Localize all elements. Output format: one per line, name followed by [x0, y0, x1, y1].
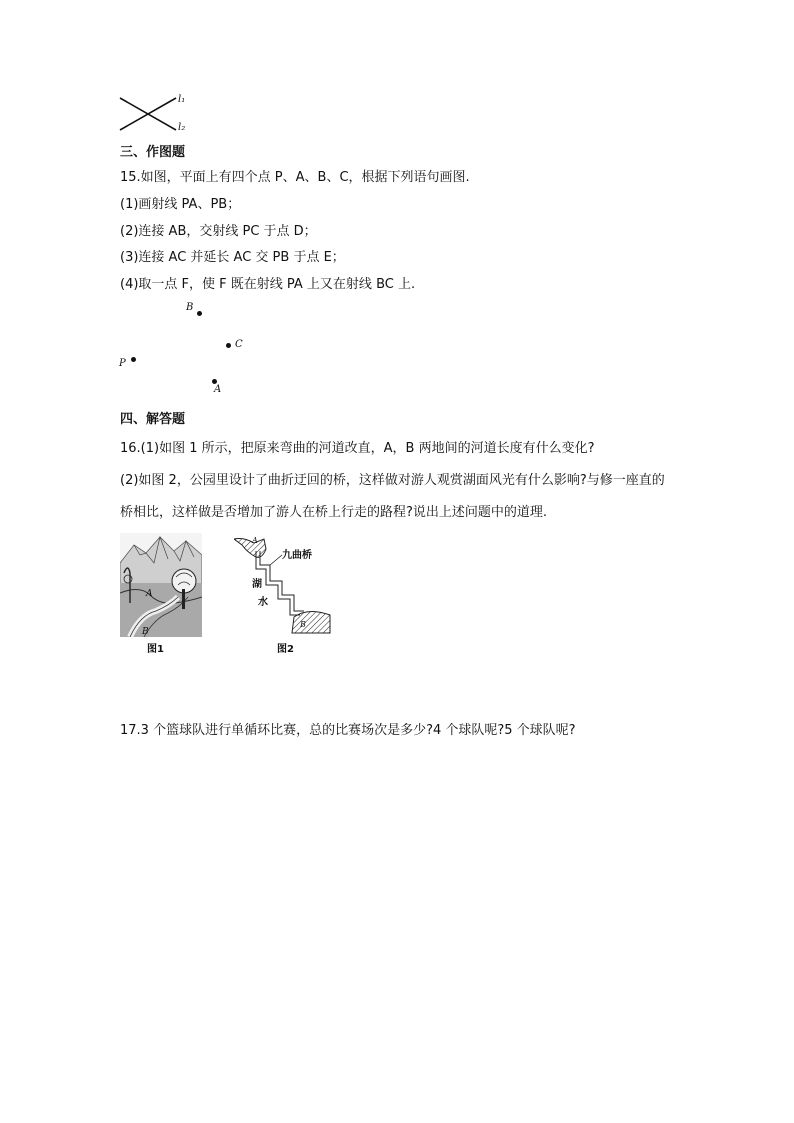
- figure-1-svg: [120, 533, 202, 637]
- point-p-label: P: [119, 358, 126, 369]
- intersecting-lines-figure: [118, 92, 198, 136]
- label-l2: l₂: [178, 122, 186, 133]
- figure-2-label-a: A: [252, 536, 258, 545]
- figure-1-caption: 图1: [147, 644, 164, 655]
- q16-part2-line2: 桥相比，这样做是否增加了游人在桥上行走的路程?说出上述问题中的道理.: [120, 505, 548, 520]
- figure-2-bridge-diagram: [234, 535, 334, 635]
- q16-part2-line1: (2)如图 2，公园里设计了曲折迂回的桥，这样做对游人观赏湖面风光有什么影响?与修一座直的: [120, 473, 665, 488]
- q15-item-4: (4)取一点 F，使 F 既在射线 PA 上又在射线 BC 上.: [120, 277, 416, 292]
- points-figure: [115, 298, 255, 398]
- section-3-title: 三、作图题: [120, 145, 186, 160]
- q15-item-1: (1)画射线 PA、PB；: [120, 197, 241, 212]
- label-l1: l₁: [178, 94, 186, 105]
- point-b-dot: [197, 311, 202, 316]
- figure-1-river-illustration: [120, 533, 202, 637]
- intersecting-lines-svg: [118, 92, 198, 136]
- q15-stem: 15.如图，平面上有四个点 P、A、B、C，根据下列语句画图.: [120, 170, 470, 185]
- figure-2-label-b: B: [300, 620, 306, 629]
- q15-item-2: (2)连接 AB，交射线 PC 于点 D；: [120, 224, 317, 239]
- point-c-label: C: [235, 339, 243, 350]
- figure-2-lake-char-1: 湖: [252, 579, 262, 590]
- figure-1-label-b: B: [142, 627, 149, 637]
- figure-1-label-a: A: [146, 589, 153, 599]
- point-c-dot: [226, 343, 231, 348]
- q16-part1: 16.(1)如图 1 所示，把原来弯曲的河道改直，A，B 两地间的河道长度有什么变化?: [120, 441, 595, 456]
- figure-2-lake-char-2: 水: [258, 597, 268, 608]
- point-b-label: B: [186, 302, 194, 313]
- point-a-label: A: [214, 384, 222, 395]
- figure-2-bridge-label: 九曲桥: [282, 550, 312, 561]
- figure-2-caption: 图2: [277, 644, 294, 655]
- q17-text: 17.3 个篮球队进行单循环比赛，总的比赛场次是多少?4 个球队呢?5 个球队呢?: [120, 723, 576, 738]
- q15-item-3: (3)连接 AC 并延长 AC 交 PB 于点 E；: [120, 250, 345, 265]
- point-p-dot: [131, 357, 136, 362]
- section-4-title: 四、解答题: [120, 412, 186, 427]
